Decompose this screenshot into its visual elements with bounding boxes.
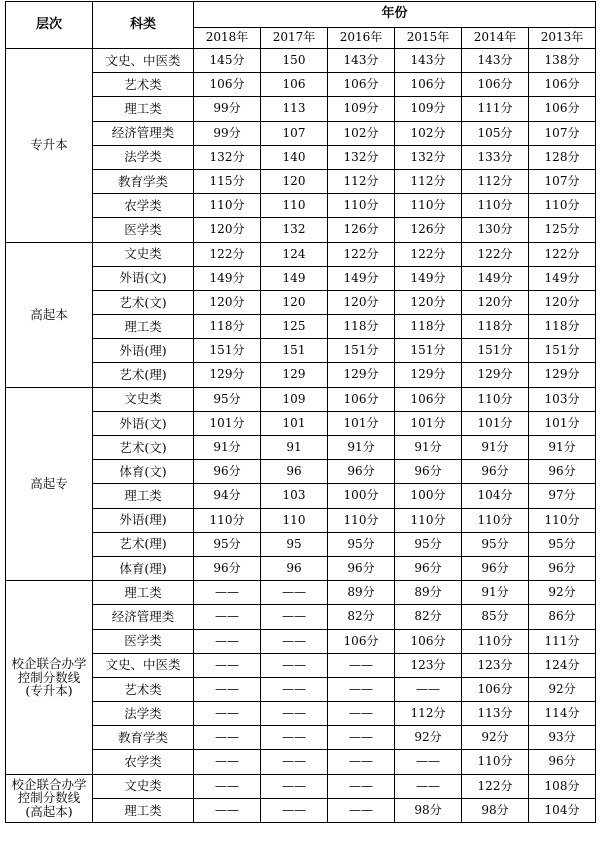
score-cell: 125分: [529, 218, 596, 242]
score-cell: 92分: [529, 677, 596, 701]
score-cell: 124分: [529, 653, 596, 677]
score-cell: 98分: [462, 798, 529, 822]
category-cell: 文史类: [93, 387, 194, 411]
score-cell: 149分: [529, 266, 596, 290]
score-cell: 112分: [395, 702, 462, 726]
table-row: [6, 121, 596, 145]
table-row: [6, 290, 596, 314]
level-label: 高起专: [30, 476, 68, 491]
score-cell: 118分: [462, 315, 529, 339]
score-cell: ——: [194, 702, 261, 726]
score-cell: 151分: [395, 339, 462, 363]
score-cell: ——: [194, 726, 261, 750]
score-cell: 114分: [529, 702, 596, 726]
table-row: [6, 169, 596, 193]
score-cell: ——: [395, 774, 462, 798]
category-cell: 农学类: [93, 194, 194, 218]
category-cell: 外语(文): [93, 266, 194, 290]
score-cell: ——: [328, 702, 395, 726]
score-cell: 120: [261, 169, 328, 193]
score-cell: 143分: [395, 49, 462, 73]
score-cell: ——: [261, 702, 328, 726]
table-row: [6, 508, 596, 532]
table-row: [6, 556, 596, 580]
score-cell: 133分: [462, 145, 529, 169]
year-header: 2013年: [529, 28, 596, 49]
score-cell: 105分: [462, 121, 529, 145]
category-cell: 理工类: [93, 581, 194, 605]
score-cell: 120分: [462, 290, 529, 314]
score-cell: 93分: [529, 726, 596, 750]
category-cell: 文史、中医类: [93, 653, 194, 677]
score-cell: 95分: [462, 532, 529, 556]
score-cell: ——: [261, 774, 328, 798]
year-header: 2017年: [261, 28, 328, 49]
score-cell: 91: [261, 436, 328, 460]
score-cell: 109分: [395, 97, 462, 121]
score-cell: 149分: [462, 266, 529, 290]
score-cell: 111分: [462, 97, 529, 121]
table-row: [6, 750, 596, 774]
level-cell: [6, 774, 93, 822]
level-label: (高起本): [25, 804, 73, 820]
table-row: [6, 145, 596, 169]
score-cell: ——: [328, 750, 395, 774]
score-cell: 96分: [395, 460, 462, 484]
score-cell: 95分: [395, 532, 462, 556]
score-cell: 82分: [328, 605, 395, 629]
score-cell: 96分: [194, 460, 261, 484]
score-cell: 132分: [395, 145, 462, 169]
score-cell: ——: [328, 653, 395, 677]
score-cell: ——: [261, 677, 328, 701]
score-cell: ——: [194, 774, 261, 798]
score-cell: 107分: [529, 121, 596, 145]
score-cell: 118分: [328, 315, 395, 339]
table-row: [6, 436, 596, 460]
table-row: [6, 629, 596, 653]
score-cell: 101分: [395, 411, 462, 435]
score-cell: 149分: [328, 266, 395, 290]
score-cell: 106分: [395, 387, 462, 411]
score-cell: 92分: [462, 726, 529, 750]
score-cell: 106分: [328, 73, 395, 97]
score-cell: 140: [261, 145, 328, 169]
score-cell: 151分: [529, 339, 596, 363]
category-cell: 文史类: [93, 242, 194, 266]
table-row: [6, 339, 596, 363]
year-header: 2015年: [395, 28, 462, 49]
score-cell: 132: [261, 218, 328, 242]
score-cell: 96: [261, 556, 328, 580]
score-cell: 85分: [462, 605, 529, 629]
category-cell: 法学类: [93, 702, 194, 726]
score-cell: 96分: [529, 460, 596, 484]
score-cell: 100分: [328, 484, 395, 508]
table-row: [6, 581, 596, 605]
score-cell: 100分: [395, 484, 462, 508]
score-cell: 96分: [529, 556, 596, 580]
table-row: [6, 532, 596, 556]
score-cell: 151: [261, 339, 328, 363]
score-cell: 96分: [529, 750, 596, 774]
category-cell: 体育(理): [93, 556, 194, 580]
level-label: 控制分数线: [17, 669, 81, 685]
table-row: [6, 73, 596, 97]
score-cell: 91分: [462, 436, 529, 460]
score-cell: 91分: [194, 436, 261, 460]
score-cell: 120分: [194, 218, 261, 242]
category-cell: 文史、中医类: [93, 49, 194, 73]
score-cell: 128分: [529, 145, 596, 169]
score-cell: 143分: [328, 49, 395, 73]
table-row: [6, 218, 596, 242]
score-cell: 120分: [328, 290, 395, 314]
score-cell: ——: [261, 629, 328, 653]
score-cell: 89分: [395, 581, 462, 605]
score-cell: 120分: [194, 290, 261, 314]
level-label: 校企联合办学: [11, 776, 87, 792]
score-cell: 120分: [529, 290, 596, 314]
score-cell: 110分: [462, 508, 529, 532]
score-cell: 98分: [395, 798, 462, 822]
score-cell: 110分: [529, 508, 596, 532]
level-label: 高起本: [30, 306, 68, 322]
year-header: 2018年: [194, 28, 261, 49]
category-cell: 艺术(理): [93, 532, 194, 556]
score-cell: 132分: [328, 145, 395, 169]
score-cell: 99分: [194, 97, 261, 121]
table-row: [6, 605, 596, 629]
category-cell: 法学类: [93, 145, 194, 169]
score-cell: 96分: [462, 460, 529, 484]
score-cell: 126分: [328, 218, 395, 242]
score-cell: 122分: [328, 242, 395, 266]
score-cell: 94分: [194, 484, 261, 508]
score-cell: 108分: [529, 774, 596, 798]
category-cell: 理工类: [93, 484, 194, 508]
table-row: [6, 726, 596, 750]
level-label: 专升本: [30, 137, 68, 153]
score-cell: 115分: [194, 169, 261, 193]
score-cell: ——: [261, 750, 328, 774]
score-cell: 129分: [194, 363, 261, 387]
score-cell: 129分: [395, 363, 462, 387]
score-cell: 110分: [395, 508, 462, 532]
score-cell: ——: [194, 798, 261, 822]
score-cell: 92分: [529, 581, 596, 605]
admission-score-table: [5, 1, 596, 823]
score-cell: 106分: [328, 387, 395, 411]
table-row: [6, 677, 596, 701]
score-cell: 112分: [462, 169, 529, 193]
category-cell: 艺术(文): [93, 436, 194, 460]
score-cell: 149分: [194, 266, 261, 290]
score-cell: 149分: [395, 266, 462, 290]
score-cell: 102分: [328, 121, 395, 145]
category-cell: 经济管理类: [93, 121, 194, 145]
level-cell: [6, 387, 93, 581]
score-cell: 109: [261, 387, 328, 411]
score-cell: 96分: [395, 556, 462, 580]
score-cell: 122分: [194, 242, 261, 266]
score-cell: 104分: [462, 484, 529, 508]
score-cell: 99分: [194, 121, 261, 145]
score-cell: 95分: [194, 387, 261, 411]
score-cell: ——: [194, 653, 261, 677]
score-cell: 111分: [529, 629, 596, 653]
score-cell: 132分: [194, 145, 261, 169]
score-cell: 106分: [529, 97, 596, 121]
level-cell: [6, 49, 93, 243]
score-cell: 110分: [395, 194, 462, 218]
score-cell: 118分: [194, 315, 261, 339]
score-cell: 110: [261, 508, 328, 532]
score-cell: 103: [261, 484, 328, 508]
score-cell: 92分: [395, 726, 462, 750]
score-cell: ——: [194, 629, 261, 653]
score-cell: ——: [328, 677, 395, 701]
table-row: [6, 49, 596, 73]
score-cell: ——: [261, 798, 328, 822]
score-cell: 96分: [328, 556, 395, 580]
score-cell: 106分: [529, 73, 596, 97]
score-cell: 126分: [395, 218, 462, 242]
category-cell: 教育学类: [93, 169, 194, 193]
level-cell: [6, 242, 93, 387]
score-cell: 110分: [462, 387, 529, 411]
score-cell: 110分: [328, 194, 395, 218]
table-row: [6, 194, 596, 218]
category-cell: 医学类: [93, 218, 194, 242]
table-row: [6, 315, 596, 339]
score-cell: 122分: [529, 242, 596, 266]
category-cell: 农学类: [93, 750, 194, 774]
score-cell: 122分: [462, 242, 529, 266]
score-cell: ——: [328, 774, 395, 798]
score-cell: 91分: [529, 436, 596, 460]
score-cell: 110分: [462, 194, 529, 218]
year-header: 2014年: [462, 28, 529, 49]
score-cell: 96分: [194, 556, 261, 580]
score-cell: ——: [328, 798, 395, 822]
table-row: [6, 484, 596, 508]
category-header: 科类: [93, 2, 194, 49]
table-row: [6, 97, 596, 121]
score-cell: 91分: [328, 436, 395, 460]
score-cell: ——: [395, 750, 462, 774]
category-cell: 经济管理类: [93, 605, 194, 629]
table-row: [6, 702, 596, 726]
table-row: [6, 242, 596, 266]
score-cell: ——: [261, 605, 328, 629]
score-cell: 138分: [529, 49, 596, 73]
score-cell: 124: [261, 242, 328, 266]
score-cell: 107分: [529, 169, 596, 193]
score-cell: 110分: [462, 750, 529, 774]
table-row: [6, 363, 596, 387]
category-cell: 艺术(理): [93, 363, 194, 387]
score-cell: 101分: [462, 411, 529, 435]
score-cell: 82分: [395, 605, 462, 629]
score-cell: ——: [194, 605, 261, 629]
score-cell: 129: [261, 363, 328, 387]
score-cell: 110分: [529, 194, 596, 218]
table-row: [6, 387, 596, 411]
category-cell: 外语(理): [93, 508, 194, 532]
score-cell: 113分: [462, 702, 529, 726]
score-cell: 109分: [328, 97, 395, 121]
score-cell: 102分: [395, 121, 462, 145]
level-label: 校企联合办学: [11, 655, 87, 671]
score-cell: 95分: [194, 532, 261, 556]
score-cell: 101分: [194, 411, 261, 435]
score-cell: 96分: [462, 556, 529, 580]
score-cell: 125: [261, 315, 328, 339]
score-cell: 110分: [194, 508, 261, 532]
score-cell: 104分: [529, 798, 596, 822]
score-cell: 95: [261, 532, 328, 556]
score-cell: ——: [261, 726, 328, 750]
score-cell: 106: [261, 73, 328, 97]
score-cell: 110分: [194, 194, 261, 218]
score-cell: 150: [261, 49, 328, 73]
year-group-header: 年份: [194, 2, 596, 28]
score-cell: ——: [261, 653, 328, 677]
score-cell: 95分: [328, 532, 395, 556]
score-cell: 89分: [328, 581, 395, 605]
category-cell: 医学类: [93, 629, 194, 653]
score-cell: 112分: [328, 169, 395, 193]
score-cell: 91分: [462, 581, 529, 605]
score-cell: ——: [328, 726, 395, 750]
category-cell: 理工类: [93, 97, 194, 121]
category-cell: 理工类: [93, 798, 194, 822]
score-cell: 120: [261, 290, 328, 314]
score-cell: 130分: [462, 218, 529, 242]
score-cell: 103分: [529, 387, 596, 411]
score-cell: 113: [261, 97, 328, 121]
score-cell: 151分: [328, 339, 395, 363]
score-cell: 122分: [462, 774, 529, 798]
score-cell: 106分: [462, 677, 529, 701]
score-cell: 101: [261, 411, 328, 435]
score-cell: 129分: [328, 363, 395, 387]
score-cell: 91分: [395, 436, 462, 460]
score-cell: 110: [261, 194, 328, 218]
score-cell: 151分: [462, 339, 529, 363]
score-cell: 110分: [328, 508, 395, 532]
score-cell: 120分: [395, 290, 462, 314]
score-cell: 106分: [395, 629, 462, 653]
category-cell: 教育学类: [93, 726, 194, 750]
score-cell: 118分: [395, 315, 462, 339]
score-cell: 101分: [328, 411, 395, 435]
score-cell: 149: [261, 266, 328, 290]
score-cell: 95分: [529, 532, 596, 556]
score-cell: 97分: [529, 484, 596, 508]
category-cell: 外语(文): [93, 411, 194, 435]
table-body: [6, 49, 596, 823]
score-cell: 123分: [462, 653, 529, 677]
score-cell: 145分: [194, 49, 261, 73]
score-cell: 143分: [462, 49, 529, 73]
score-cell: 96分: [328, 460, 395, 484]
table-row: [6, 653, 596, 677]
score-cell: 101分: [529, 411, 596, 435]
year-header: 2016年: [328, 28, 395, 49]
score-cell: 123分: [395, 653, 462, 677]
category-cell: 艺术类: [93, 73, 194, 97]
table-row: [6, 774, 596, 798]
table-row: [6, 798, 596, 822]
category-cell: 外语(理): [93, 339, 194, 363]
score-cell: 106分: [462, 73, 529, 97]
score-cell: 110分: [462, 629, 529, 653]
category-cell: 艺术(文): [93, 290, 194, 314]
category-cell: 体育(文): [93, 460, 194, 484]
score-cell: 107: [261, 121, 328, 145]
score-cell: 106分: [328, 629, 395, 653]
level-cell: [6, 581, 93, 775]
category-cell: 艺术类: [93, 677, 194, 701]
score-cell: 86分: [529, 605, 596, 629]
score-cell: 122分: [395, 242, 462, 266]
score-cell: ——: [194, 750, 261, 774]
score-cell: 129分: [462, 363, 529, 387]
table-row: [6, 266, 596, 290]
score-cell: 129分: [529, 363, 596, 387]
score-cell: 106分: [194, 73, 261, 97]
category-cell: 文史类: [93, 774, 194, 798]
table-row: [6, 460, 596, 484]
table-header: [6, 2, 596, 49]
score-cell: 112分: [395, 169, 462, 193]
score-cell: ——: [194, 581, 261, 605]
table-row: [6, 411, 596, 435]
category-cell: 理工类: [93, 315, 194, 339]
score-cell: ——: [261, 581, 328, 605]
score-cell: 106分: [395, 73, 462, 97]
score-cell: 151分: [194, 339, 261, 363]
score-cell: ——: [194, 677, 261, 701]
score-cell: ——: [395, 677, 462, 701]
score-cell: 118分: [529, 315, 596, 339]
level-label: (专升本): [25, 683, 73, 699]
score-cell: 96: [261, 460, 328, 484]
level-label: 控制分数线: [17, 790, 81, 806]
level-header: 层次: [6, 2, 93, 49]
